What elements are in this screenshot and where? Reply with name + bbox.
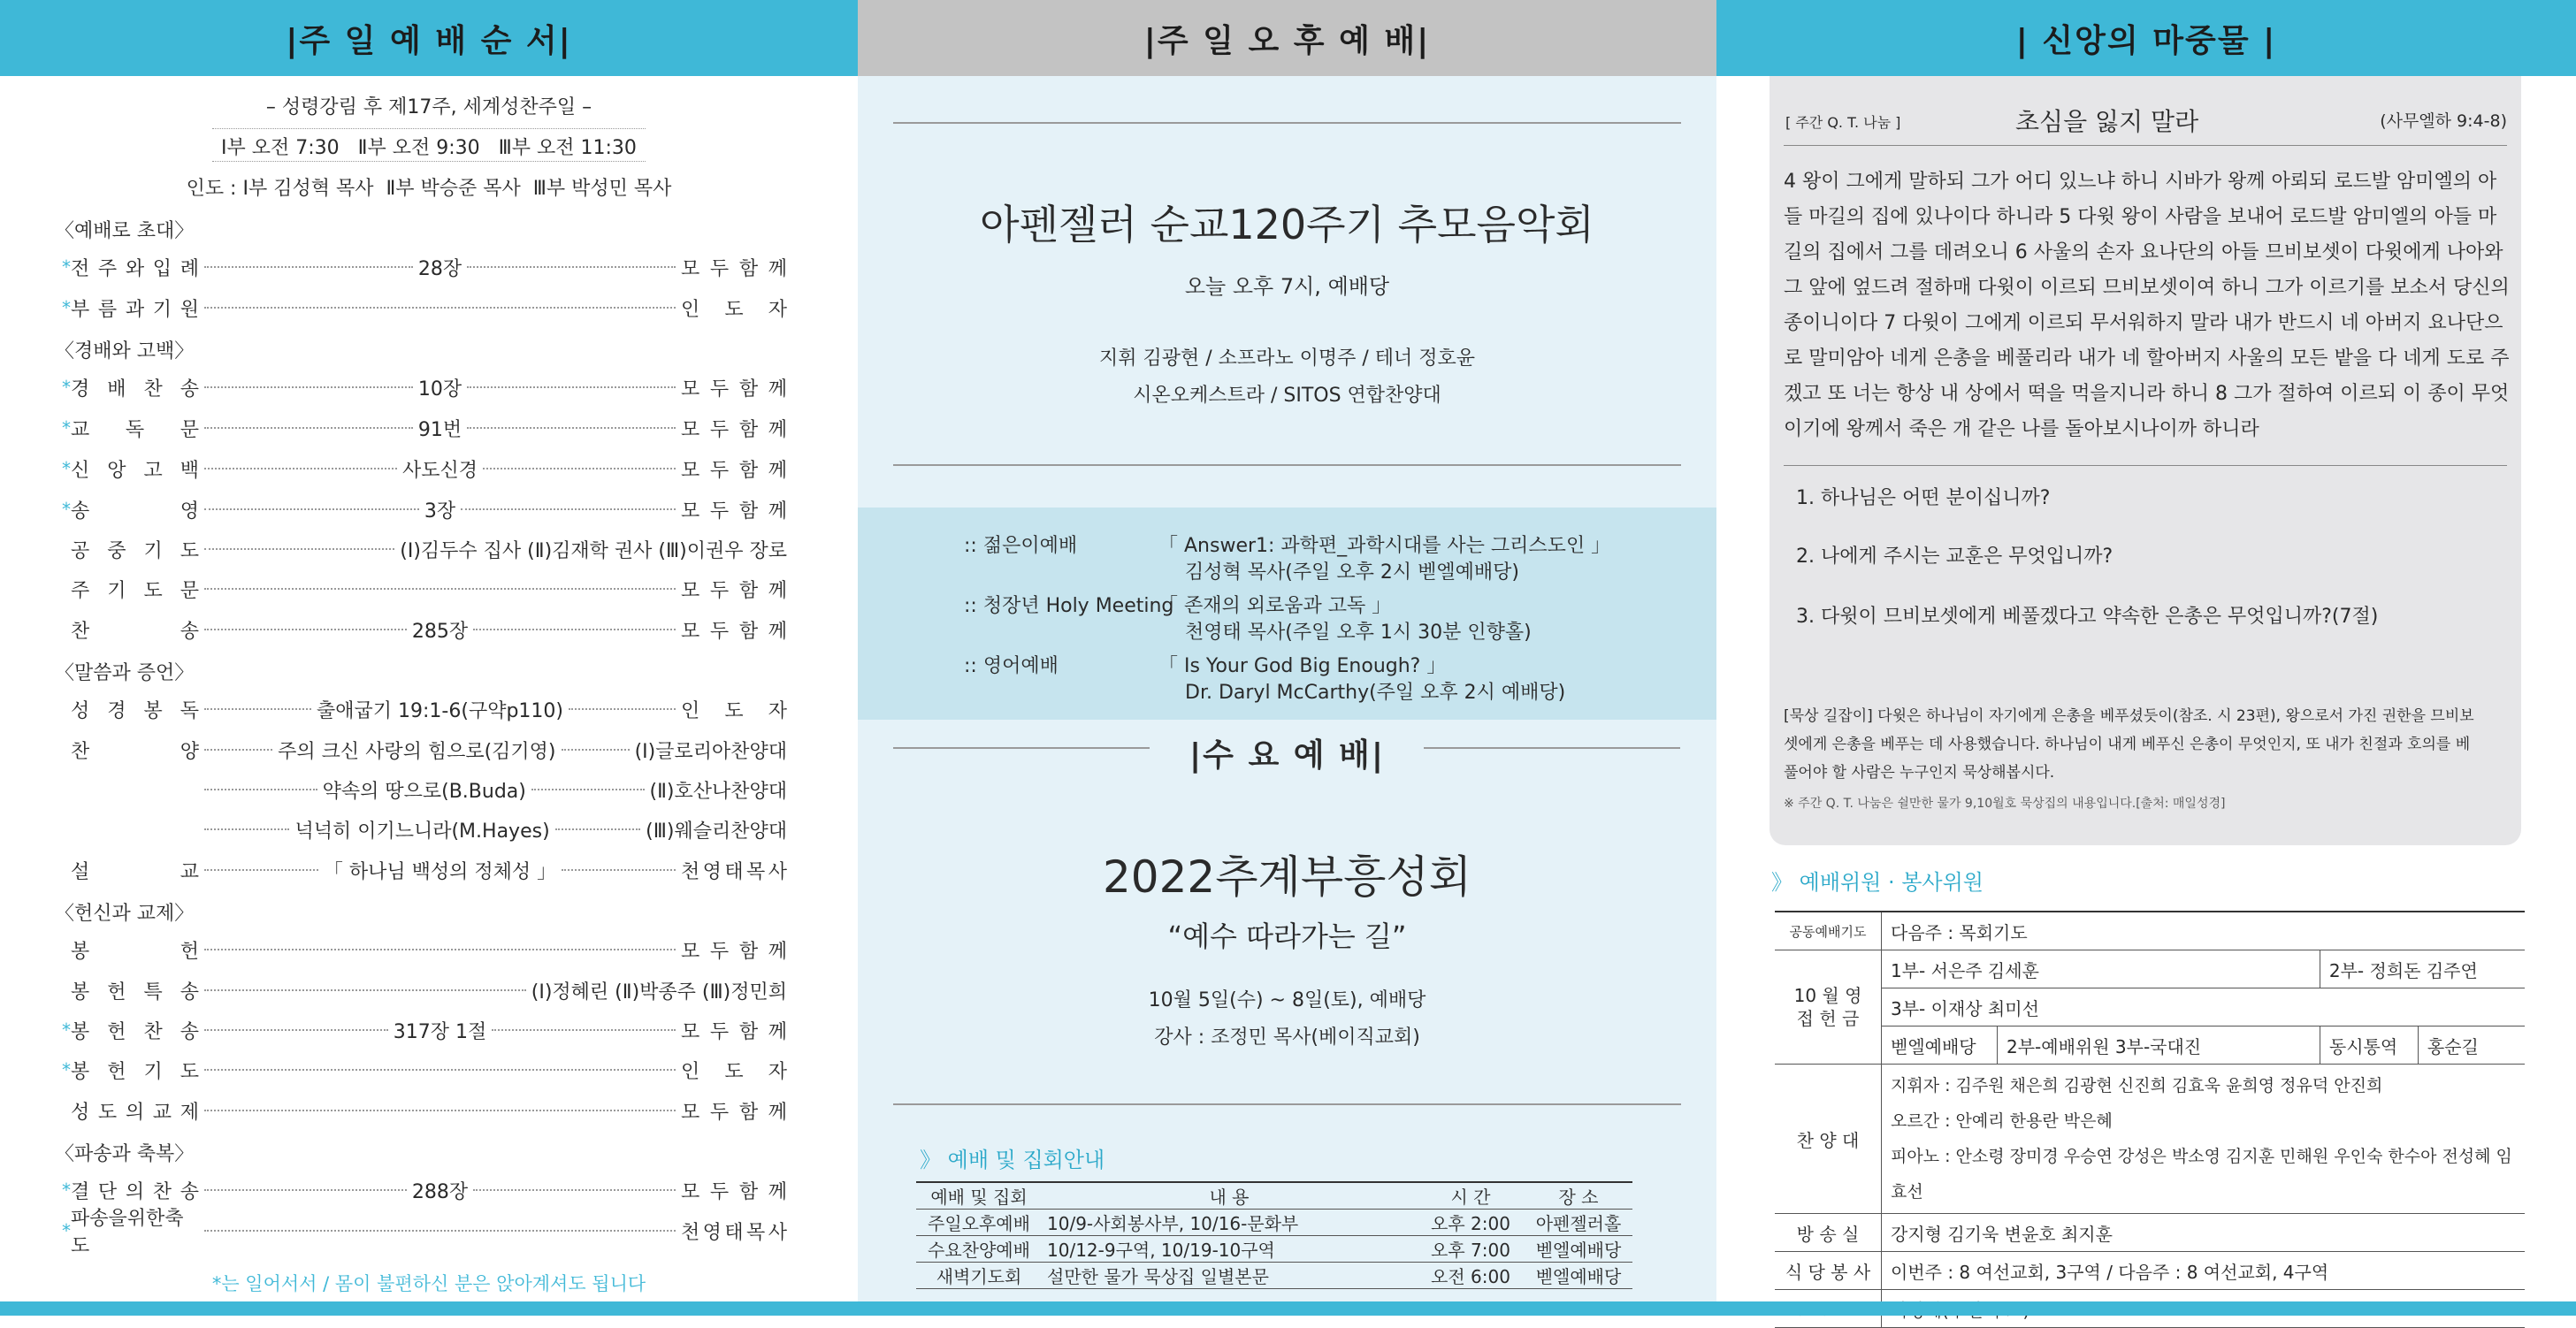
committee-value: 강지형 김기욱 변윤호 최지훈 (1882, 1214, 2526, 1252)
order-item-value: (Ⅰ)정혜린 (Ⅱ)박종주 (Ⅲ)정민희 (531, 981, 787, 1004)
concert-orchestra: 시온오케스트라 / SITOS 연합찬양대 (1133, 385, 1441, 407)
guide-cell: 아펜젤러홀 (1525, 1210, 1632, 1236)
order-subtitle: – 성령강림 후 제17주, 세계성찬주일 – (265, 96, 592, 118)
qt-question: 1. 하나님은 어떤 분이십니까? (1796, 487, 2051, 509)
qt-passage-line: 그 앞에 엎드려 절하매 다윗이 이르되 므비보셋이여 하니 그가 이르기를 보소서 당신의 (1784, 277, 2510, 299)
meditation-line: 셋에게 은총을 베푸는 데 사용했습니다. 하나님이 내게 베푸신 은총이 무엇인지, 또 내가 친절과 호의를 베 (1784, 736, 2471, 753)
order-item (62, 414, 787, 442)
order-item (62, 856, 787, 884)
committee-label: 10 월 영 접 헌 금 (1775, 950, 1882, 1065)
guide-cell: 오전 6:00 (1417, 1263, 1525, 1289)
qt-passage-line: 4 왕이 그에게 말하되 그가 어디 있느냐 하니 시바가 왕께 아뢰되 로드발 암미엘의 아 (1784, 171, 2497, 193)
order-item-name: 교 독 문 (71, 418, 199, 441)
committee-row (1775, 1252, 2525, 1290)
order-item-value: 285장 (411, 620, 469, 643)
concert-performers: 지휘 김광현 / 소프라노 이명주 / 테너 정호윤 (1098, 347, 1476, 370)
meditation-line: 풀어야 할 사람은 누구인지 묵상해봅시다. (1784, 764, 2055, 782)
standing-marker: * (62, 1179, 71, 1201)
committee-value: 동시통역 (2320, 1027, 2418, 1065)
committee-row (1775, 1027, 2525, 1065)
qt-passage-line: 길의 집에서 그를 데려오니 6 사울의 손자 요나단의 아들 므비보셋이 다윗에게 나아와 (1784, 241, 2503, 263)
guide-col-header: 내 용 (1042, 1182, 1417, 1210)
standing-marker: * (62, 297, 71, 318)
qt-question: 2. 나에게 주시는 교훈은 무엇입니까? (1796, 546, 2114, 568)
divider (893, 464, 1681, 466)
section-heading: 〈파송과 축복〉 (55, 1143, 195, 1165)
section-heading: 〈헌신과 교제〉 (55, 903, 195, 925)
order-item-value: 317장 1절 (393, 1020, 487, 1043)
qt-box (1770, 76, 2521, 845)
qt-title: 초심을 잃지 말라 (2015, 107, 2199, 136)
order-item (62, 815, 787, 843)
qt-source-note: ※ 주간 Q. T. 나눔은 쉴만한 물가 9,10월호 묵상집의 내용입니다.[출처: 매일성경] (1784, 797, 2226, 811)
order-item-name: 봉 헌 (71, 940, 199, 963)
guide-table (916, 1181, 1632, 1289)
order-item-value: 3장 (424, 500, 456, 523)
guide-cell: 벧엘예배당 (1525, 1236, 1632, 1263)
order-item-name: 파송을위한축도 (71, 1208, 184, 1257)
committee-row (1775, 950, 2525, 988)
order-item-name: 결 단 의 찬 송 (71, 1180, 199, 1203)
guide-col-header: 예배 및 집회 (916, 1182, 1042, 1210)
order-item-value: 사도신경 (402, 459, 478, 482)
order-item-leader: 인 도 자 (681, 1060, 787, 1083)
committee-row (1775, 912, 2525, 950)
guide-cell: 10/12-9구역, 10/19-10구역 (1042, 1236, 1417, 1263)
afternoon-services (858, 508, 1716, 720)
guide-row (916, 1210, 1632, 1236)
order-item-name: 찬 송 (71, 620, 199, 643)
order-item-value: 넉넉히 이기느니라(M.Hayes) (294, 820, 550, 843)
divider (893, 122, 1681, 124)
service-times: Ⅰ부 오전 7:30 Ⅱ부 오전 9:30 Ⅲ부 오전 11:30 (221, 137, 637, 159)
order-item-leader: 모 두 함 께 (681, 1020, 787, 1043)
order-item-name: 봉 헌 특 송 (71, 981, 199, 1004)
section-heading: 〈말씀과 증언〉 (55, 662, 195, 684)
order-item-leader: 모 두 함 께 (681, 500, 787, 523)
divider (212, 161, 646, 162)
order-item (62, 535, 787, 563)
standing-marker: * (62, 256, 71, 278)
guide-col-header: 장 소 (1525, 1182, 1632, 1210)
order-item-name: 설 교 (71, 860, 199, 883)
committee-value: 이번주 : 8 여선교회, 3구역 / 다음주 : 8 여선교회, 4구역 (1882, 1252, 2526, 1290)
divider (1424, 747, 1680, 749)
order-item-name: 신 앙 고 백 (71, 459, 199, 482)
order-item (62, 1056, 787, 1084)
order-item-leader: 인 도 자 (681, 699, 787, 722)
order-item (62, 373, 787, 401)
service-title: 「 Answer1: 과학편_과학시대를 사는 그리스도인 」 (1158, 535, 1611, 557)
faith-header: | 신앙의 마중물 | (1716, 0, 2576, 76)
qt-passage (1784, 164, 2510, 447)
committee-title: 》 예배위원 · 봉사위원 (1771, 870, 1984, 895)
concert-time: 오늘 오후 7시, 예배당 (1184, 274, 1390, 299)
qt-tag: [ 주간 Q. T. 나눔 ] (1785, 114, 1901, 131)
standing-marker: * (62, 1019, 71, 1041)
order-item (62, 1176, 787, 1204)
order-item-leader: 천 영 태 목 사 (681, 860, 787, 883)
committee-value: 3부- 이재상 최미선 (1882, 988, 2526, 1027)
order-item-name: 공 중 기 도 (71, 539, 199, 562)
revival-title: 2022추계부흥성회 (1102, 851, 1472, 903)
order-item-leader: (Ⅱ)호산나찬양대 (649, 780, 787, 803)
committee-table (1775, 911, 2525, 1328)
meditation-line: [묵상 길잡이] 다윗은 하나님이 자기에게 은총을 베푸셨듯이(참조. 시 23편), 왕으로서 가진 권한을 므비보 (1784, 707, 2474, 725)
order-item-value: 출애굽기 19:1-6(구약p110) (317, 699, 563, 722)
order-item (62, 736, 787, 764)
service-detail: Dr. Daryl McCarthy(주일 오후 2시 예배당) (1185, 682, 1566, 704)
guide-cell: 벧엘예배당 (1525, 1263, 1632, 1289)
guide-row (916, 1263, 1632, 1289)
guide-cell: 새벽기도회 (916, 1263, 1042, 1289)
order-item-leader: 모 두 함 께 (681, 1101, 787, 1124)
order-item (62, 575, 787, 603)
order-item-name: 주 기 도 문 (71, 579, 199, 602)
order-item (62, 495, 787, 523)
service-title: 「 Is Your God Big Enough? 」 (1158, 655, 1447, 677)
section-heading: 〈예배로 초대〉 (55, 220, 195, 242)
meditation-guide (1784, 702, 2507, 787)
order-item-name: 송 영 (71, 500, 199, 523)
revival-speaker: 강사 : 조정민 목사(베이직교회) (1154, 1027, 1420, 1049)
standing-footnote: *는 일어서서 / 몸이 불편하신 분은 앉아계셔도 됩니다 (211, 1273, 646, 1294)
committee-value: 홍순길 (2418, 1027, 2525, 1065)
guide-cell: 수요찬양예배 (916, 1236, 1042, 1263)
standing-marker: * (62, 1220, 71, 1241)
order-item (62, 695, 787, 723)
guide-title: 》 예배 및 집회안내 (920, 1148, 1105, 1172)
committee-label: 공동예배기도 (1775, 912, 1882, 950)
service-leaders: 인도 : Ⅰ부 김성혁 목사 Ⅱ부 박승준 목사 Ⅲ부 박성민 목사 (186, 178, 672, 200)
committee-value: 벧엘예배당 (1882, 1027, 1998, 1065)
order-item-value: 「 하나님 백성의 정체성 」 (323, 860, 557, 883)
order-item-leader: 모 두 함 께 (681, 940, 787, 963)
order-item (62, 615, 787, 644)
service-label: :: 청장년 Holy Meeting (964, 595, 1174, 617)
guide-cell: 설만한 물가 묵상집 일별본문 (1042, 1263, 1417, 1289)
guide-cell: 10/9-사회봉사부, 10/16-문화부 (1042, 1210, 1417, 1236)
guide-cell: 주일오후예배 (916, 1210, 1042, 1236)
order-item (62, 1208, 787, 1257)
choir-organists: 오르간 : 안예리 한용란 박은혜 (1891, 1111, 2113, 1131)
guide-col-header: 시 간 (1417, 1182, 1525, 1210)
afternoon-column (858, 0, 1716, 1301)
choir-pianists: 피아노 : 안소령 장미경 우승연 강성은 박소영 김지훈 민해원 우인숙 한수아 전성혜 임효선 (1891, 1147, 2512, 1202)
order-item-name: 전 주 와 입 례 (71, 257, 199, 280)
committee-label: 식 당 봉 사 (1775, 1252, 1882, 1290)
order-item (62, 294, 787, 322)
divider (212, 128, 646, 129)
standing-marker: * (62, 417, 71, 439)
afternoon-header: |주 일 오 후 예 배| (858, 0, 1716, 76)
committee-label: 찬 양 대 (1775, 1065, 1882, 1214)
order-item-leader: 모 두 함 께 (681, 418, 787, 441)
order-item-leader: 모 두 함 께 (681, 579, 787, 602)
order-item (62, 454, 787, 483)
order-item-name: 부 름 과 기 원 (71, 298, 199, 321)
order-item-name: 성 도 의 교 제 (71, 1101, 199, 1124)
order-item-name: 봉 헌 기 도 (71, 1060, 199, 1083)
guide-cell: 오후 7:00 (1417, 1236, 1525, 1263)
order-item-value: 주의 크신 사랑의 힘으로(김기영) (278, 740, 556, 763)
qt-question: 3. 다윗이 므비보셋에게 베풀겠다고 약속한 은총은 무엇입니까?(7절) (1796, 606, 2379, 628)
divider (893, 747, 1150, 749)
qt-passage-line: 종이니이다 7 다윗이 그에게 이르되 무서워하지 말라 내가 반드시 네 아버지 요나단으 (1784, 312, 2503, 334)
order-item-value: 10장 (417, 378, 462, 401)
faith-column (1716, 0, 2576, 1301)
divider (893, 1103, 1681, 1105)
order-item-name: 찬 양 (71, 740, 199, 763)
order-item-leader: 인 도 자 (681, 298, 787, 321)
qt-reference: (사무엘하 9:4-8) (2380, 111, 2507, 131)
divider (1784, 465, 2507, 466)
committee-value: 2부- 정희돈 김주연 (2320, 950, 2525, 988)
qt-passage-line: 로 말미암아 네게 은총을 베풀리라 내가 네 할아버지 사울의 모든 밭을 다 네게 도로 주 (1784, 347, 2510, 370)
order-item (62, 253, 787, 281)
bottom-bar (0, 1301, 2576, 1316)
worship-order-header: |주 일 예 배 순 서| (0, 0, 858, 76)
order-item-value: (Ⅰ)김두수 집사 (Ⅱ)김재학 권사 (Ⅲ)이권우 장로 (400, 539, 787, 562)
revival-dates: 10월 5일(수) ~ 8일(토), 예배당 (1148, 989, 1426, 1011)
order-item-leader: (Ⅲ)웨슬리찬양대 (646, 820, 787, 843)
committee-row (1775, 1214, 2525, 1252)
committee-value: 1부- 서은주 김세훈 (1882, 950, 2320, 988)
choir-value (1882, 1065, 2526, 1214)
wednesday-header: |수 요 예 배| (1189, 737, 1385, 774)
order-item-name: 성 경 봉 독 (71, 699, 199, 722)
order-item (62, 775, 787, 804)
guide-header-row (916, 1182, 1632, 1210)
order-item-value: 약속의 땅으로(B.Buda) (322, 780, 526, 803)
service-title: 「 존재의 외로움과 고독 」 (1158, 595, 1392, 617)
worship-order-column (0, 0, 858, 1301)
order-item-value: 28장 (417, 257, 462, 280)
committee-value: 다음주 : 목회기도 (1882, 912, 2526, 950)
order-item-value: 288장 (411, 1180, 469, 1203)
order-item (62, 976, 787, 1004)
standing-marker: * (62, 499, 71, 520)
order-item-name: 봉 헌 찬 송 (71, 1020, 199, 1043)
order-item-leader: 모 두 함 께 (681, 620, 787, 643)
service-label: :: 젊은이예배 (964, 535, 1078, 557)
revival-theme: “예수 따라가는 길” (1167, 920, 1407, 953)
divider (1784, 145, 2507, 146)
guide-row (916, 1236, 1632, 1263)
section-heading: 〈경배와 고백〉 (55, 340, 195, 363)
order-item-leader: (Ⅰ)글로리아찬양대 (634, 740, 787, 763)
order-item-name: 경 배 찬 송 (71, 378, 199, 401)
order-item-leader: 모 두 함 께 (681, 257, 787, 280)
standing-marker: * (62, 458, 71, 479)
qt-passage-line: 들 마길의 집에 있나이다 하니라 5 다윗 왕이 사람을 보내어 로드발 암미엘의 아들 마 (1784, 206, 2497, 228)
order-item (62, 1016, 787, 1044)
committee-row (1775, 1065, 2525, 1214)
service-detail: 천영태 목사(주일 오후 1시 30분 인향홀) (1185, 622, 1532, 644)
order-item-leader: 천 영 태 목 사 (681, 1221, 787, 1244)
order-item-leader: 모 두 함 께 (681, 459, 787, 482)
qt-passage-line: 이기에 왕께서 죽은 개 같은 나를 돌아보시나이까 하니라 (1784, 418, 2259, 440)
order-item-leader: 모 두 함 께 (681, 378, 787, 401)
order-item (62, 1096, 787, 1125)
service-label: :: 영어예배 (964, 655, 1059, 677)
service-detail: 김성혁 목사(주일 오후 2시 벧엘예배당) (1185, 561, 1519, 584)
committee-value: 2부-예배위원 3부-국대진 (1998, 1027, 2320, 1065)
concert-title: 아펜젤러 순교120주기 추모음악회 (980, 201, 1594, 248)
choir-conductors: 지휘자 : 김주원 채은희 김광현 신진희 김효욱 윤희영 정유덕 안진희 (1891, 1076, 2383, 1095)
guide-cell: 오후 2:00 (1417, 1210, 1525, 1236)
standing-marker: * (62, 377, 71, 398)
committee-label: 방 송 실 (1775, 1214, 1882, 1252)
qt-passage-line: 겠고 또 너는 항상 내 상에서 떡을 먹을지니라 하니 8 그가 절하여 이르되 이 종이 무엇 (1784, 383, 2510, 405)
order-item-leader: 모 두 함 께 (681, 1180, 787, 1203)
order-item-value: 91번 (417, 418, 462, 441)
standing-marker: * (62, 1059, 71, 1080)
order-item (62, 935, 787, 964)
committee-row (1775, 988, 2525, 1027)
